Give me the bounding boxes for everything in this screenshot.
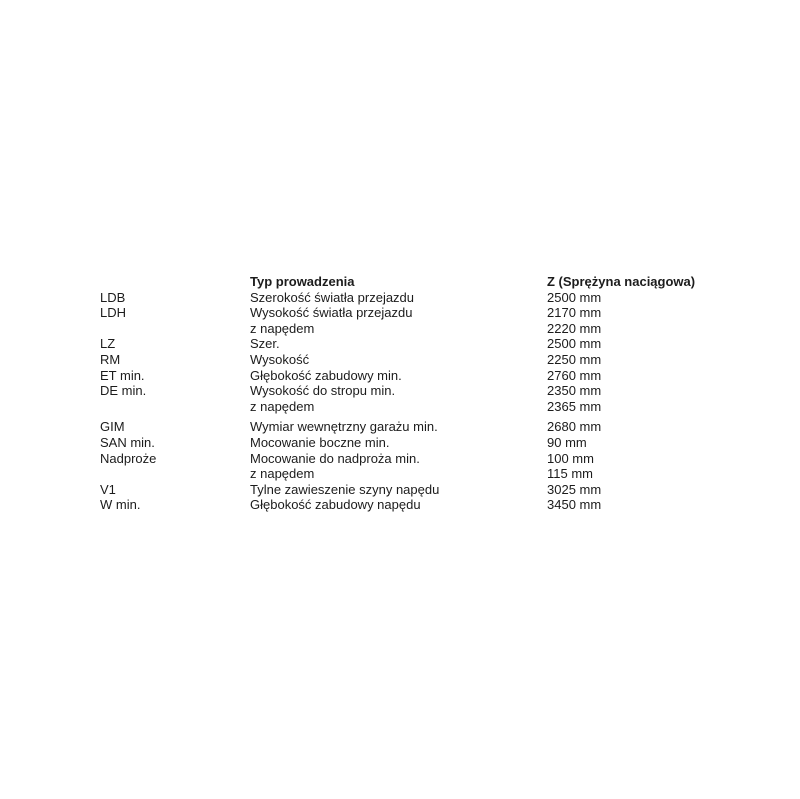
row-code: ET min.	[100, 367, 145, 383]
table-row	[100, 466, 695, 482]
row-code: Nadproże	[100, 450, 157, 466]
header-guide-type: Typ prowadzenia	[250, 274, 355, 289]
row-value: 3450 mm	[547, 497, 602, 513]
table-row	[100, 290, 695, 306]
row-code: RM	[100, 351, 121, 367]
row-value: 2250 mm	[547, 351, 602, 367]
row-code: LDH	[100, 305, 127, 321]
row-value: 3025 mm	[547, 481, 602, 497]
row-code: LZ	[100, 336, 116, 352]
row-value: 2760 mm	[547, 367, 602, 383]
table-row	[100, 419, 695, 435]
row-value: 2170 mm	[547, 305, 602, 321]
row-code: GIM	[100, 419, 125, 435]
table-row	[100, 352, 695, 368]
row-value: 2500 mm	[547, 336, 602, 352]
table-row	[100, 497, 695, 513]
row-description: Tylne zawieszenie szyny napędu	[250, 481, 440, 497]
row-code	[100, 321, 250, 337]
row-description: Mocowanie boczne min.	[250, 434, 390, 450]
row-code	[100, 466, 250, 482]
row-description: Głębokość zabudowy min.	[250, 367, 402, 383]
table-row	[100, 305, 695, 321]
row-code: DE min.	[100, 383, 147, 399]
row-value: 2365 mm	[547, 398, 602, 414]
table-row	[100, 321, 695, 337]
table-row	[100, 383, 695, 399]
header-variant: Z (Sprężyna naciągowa)	[547, 274, 696, 289]
row-value: 2220 mm	[547, 320, 602, 336]
row-value: 115 mm	[547, 466, 593, 482]
table-body	[100, 290, 695, 513]
row-description: Wymiar wewnętrzny garażu min.	[250, 419, 438, 435]
row-description: z napędem	[250, 466, 315, 482]
row-description: z napędem	[250, 398, 315, 414]
row-description: Szer.	[250, 336, 280, 352]
row-code	[100, 399, 250, 415]
row-description: Wysokość	[250, 351, 310, 367]
table-row	[100, 435, 695, 451]
row-description: Głębokość zabudowy napędu	[250, 497, 421, 513]
row-description: Wysokość do stropu min.	[250, 383, 396, 399]
table-row	[100, 451, 695, 467]
row-value: 2500 mm	[547, 289, 602, 305]
row-code: W min.	[100, 497, 141, 513]
table-row	[100, 399, 695, 415]
row-code: LDB	[100, 289, 126, 305]
row-description: Mocowanie do nadproża min.	[250, 450, 420, 466]
table-header-row	[100, 274, 695, 290]
table-row	[100, 336, 695, 352]
row-value: 2680 mm	[547, 419, 602, 435]
header-code-cell	[100, 274, 250, 290]
row-value: 2350 mm	[547, 383, 602, 399]
row-description: Szerokość światła przejazdu	[250, 289, 415, 305]
spec-table	[100, 274, 695, 513]
row-value: 100 mm	[547, 450, 594, 466]
row-description: Wysokość światła przejazdu	[250, 305, 413, 321]
table-row	[100, 368, 695, 384]
row-code: SAN min.	[100, 434, 155, 450]
table-row	[100, 482, 695, 498]
row-description: z napędem	[250, 320, 315, 336]
row-code: V1	[100, 481, 116, 497]
row-value: 90 mm	[547, 434, 587, 450]
